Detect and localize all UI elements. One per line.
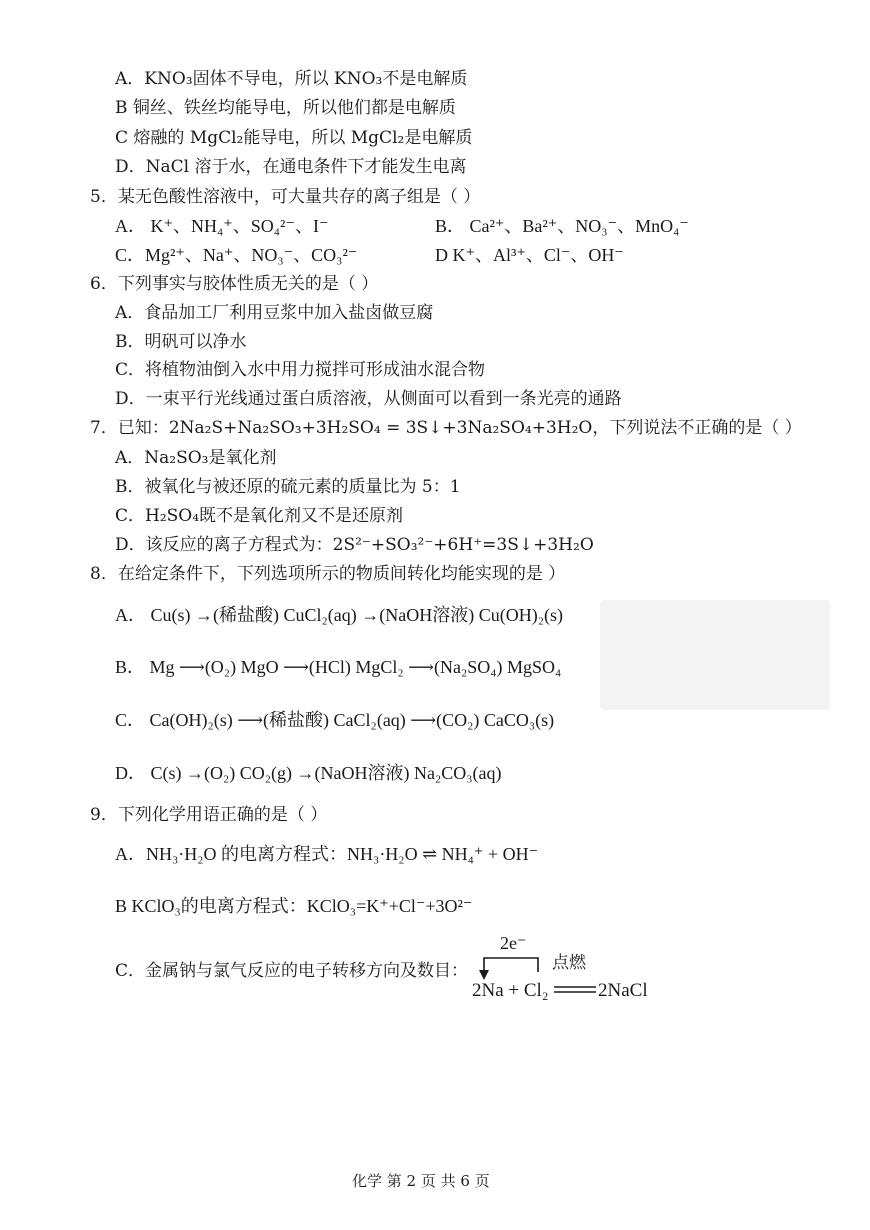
- option-4a: A．KNO₃固体不导电，所以 KNO₃不是电解质: [115, 69, 468, 89]
- option-7b: B．被氧化与被还原的硫元素的质量比为 5：1: [115, 477, 461, 497]
- option-6d: D．一束平行光线通过蛋白质溶液，从侧面可以看到一条光亮的通路: [115, 389, 622, 409]
- question-9: 9．下列化学用语正确的是（ ）: [90, 805, 328, 825]
- option-5d: D K⁺、Al³⁺、Cl⁻、OH⁻: [435, 245, 624, 265]
- option-8d: D． C(s) →(O₂) CO₂(g) →(NaOH溶液) Na₂CO₃(aq): [115, 763, 502, 783]
- option-9c: C．金属钠与氯气反应的电子转移方向及数目：: [115, 961, 469, 981]
- option-4c: C 熔融的 MgCl₂能导电，所以 MgCl₂是电解质: [115, 128, 473, 148]
- option-7c: C．H₂SO₄既不是氧化剂又不是还原剂: [115, 506, 404, 526]
- reaction-right-side: 2NaCl: [598, 980, 648, 1001]
- option-6c: C．将植物油倒入水中用力搅拌可形成油水混合物: [115, 360, 486, 380]
- page-footer: 化学 第 2 页 共 6 页: [352, 1172, 490, 1190]
- question-7: 7．已知：2Na₂S+Na₂SO₃+3H₂SO₄ = 3S↓+3Na₂SO₄+3H₂O，下列说法不正确的是（ ）: [90, 418, 802, 438]
- electron-transfer-bracket: [484, 958, 538, 974]
- option-6a: A．食品加工厂利用豆浆中加入盐卤做豆腐: [115, 303, 434, 323]
- question-5: 5．某无色酸性溶液中，可大量共存的离子组是（ ）: [90, 187, 481, 207]
- option-9a: A．NH₃·H₂O 的电离方程式：NH₃·H₂O ⇌ NH₄⁺ + OH⁻: [115, 844, 539, 864]
- option-5c: C．Mg²⁺、Na⁺、NO₃⁻、CO₃²⁻: [115, 245, 358, 265]
- option-8a: A． Cu(s) →(稀盐酸) CuCl₂(aq) →(NaOH溶液) Cu(OH)₂(s): [115, 605, 563, 625]
- option-5b: B． Ca²⁺、Ba²⁺、NO₃⁻、MnO₄⁻: [435, 216, 689, 236]
- electron-arrow-head: [479, 970, 489, 980]
- option-7a: A．Na₂SO₃是氧化剂: [115, 448, 277, 468]
- electron-count-label: 2e⁻: [500, 933, 527, 953]
- reaction-left-side: 2Na + Cl₂: [472, 980, 549, 1001]
- option-7d: D．该反应的离子方程式为：2S²⁻+SO₃²⁻+6H⁺=3S↓+3H₂O: [115, 535, 594, 555]
- scan-smudge: [600, 600, 830, 710]
- question-8: 8．在给定条件下，下列选项所示的物质间转化均能实现的是 ）: [90, 564, 566, 584]
- option-8b: B． Mg ⟶(O₂) MgO ⟶(HCl) MgCl₂ ⟶(Na₂SO₄) MgSO₄: [115, 657, 562, 677]
- option-8c: C． Ca(OH)₂(s) ⟶(稀盐酸) CaCl₂(aq) ⟶(CO₂) CaCO₃(s): [115, 710, 555, 730]
- option-4b: B 铜丝、铁丝均能导电，所以他们都是电解质: [115, 98, 456, 118]
- option-5a: A． K⁺、NH₄⁺、SO₄²⁻、I⁻: [115, 216, 329, 236]
- option-4d: D．NaCl 溶于水，在通电条件下才能发生电离: [115, 157, 467, 177]
- electron-transfer-diagram: [470, 930, 700, 1005]
- option-6b: B．明矾可以净水: [115, 332, 247, 352]
- option-9b: B KClO₃的电离方程式：KClO₃=K⁺+Cl⁻+3O²⁻: [115, 896, 473, 916]
- reaction-condition-label: 点燃: [552, 953, 586, 973]
- question-6: 6．下列事实与胶体性质无关的是（ ）: [90, 274, 379, 294]
